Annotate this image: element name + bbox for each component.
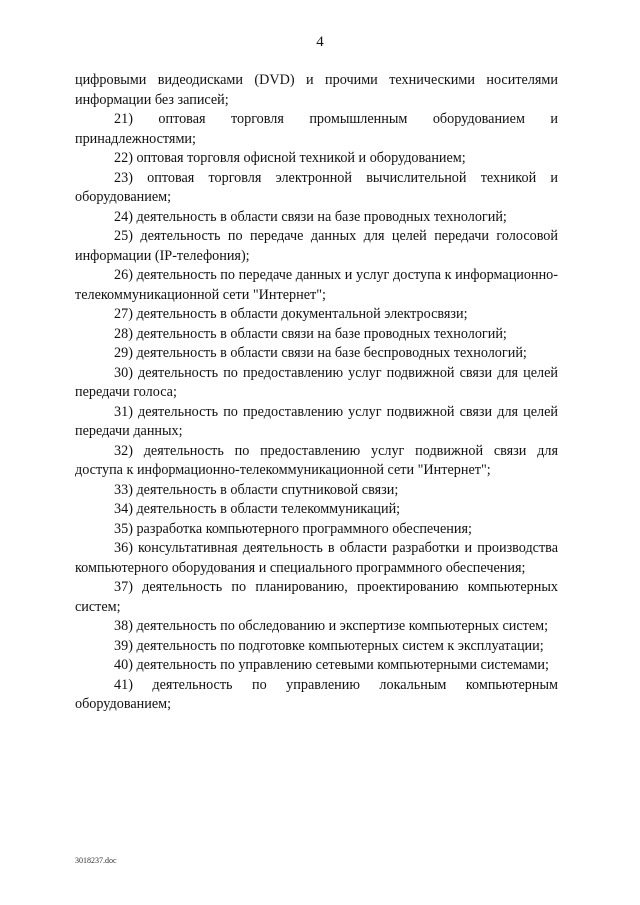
list-item-36: 36) консультативная деятельность в области разработки и производства компьютерного оборудования и специального программного обеспечения; <box>75 540 558 576</box>
page-number: 4 <box>316 34 324 50</box>
list-item-21: 21) оптовая торговля промышленным оборудованием и принадлежностями; <box>75 111 558 147</box>
document-filename-footer: 3018237.doc <box>75 856 117 865</box>
list-item-23: 23) оптовая торговля электронной вычислительной техникой и оборудованием; <box>75 169 558 205</box>
list-item-22: 22) оптовая торговля офисной техникой и оборудованием; <box>114 150 466 166</box>
list-item-24: 24) деятельность в области связи на базе проводных технологий; <box>114 208 507 225</box>
list-item-28: 28) деятельность в области связи на базе проводных технологий; <box>114 325 507 342</box>
list-item-31: 31) деятельность по предоставлению услуг подвижной связи для целей передачи данных; <box>75 403 558 439</box>
list-item-39: 39) деятельность по подготовке компьютерных систем к эксплуатации; <box>114 637 544 654</box>
paragraph-continuation: цифровыми видеодисками (DVD) и прочими техническими носителями информации без записей; <box>75 72 558 108</box>
list-item-26: 26) деятельность по передаче данных и услуг доступа к информационно-телекоммуникационной сети "Интернет"; <box>75 267 558 303</box>
list-item-30: 30) деятельность по предоставлению услуг подвижной связи для целей передачи голоса; <box>75 364 558 400</box>
list-item-41: 41) деятельность по управлению локальным компьютерным оборудованием; <box>75 676 558 712</box>
list-item-38: 38) деятельность по обследованию и экспертизе компьютерных систем; <box>114 618 549 634</box>
list-item-35: 35) разработка компьютерного программного обеспечения; <box>114 520 472 537</box>
list-item-32: 32) деятельность по предоставлению услуг подвижной связи для доступа к информационно-телекоммуникационной сети "Интернет"; <box>75 442 558 478</box>
list-item-37: 37) деятельность по планированию, проектированию компьютерных систем; <box>75 579 558 615</box>
list-item-33: 33) деятельность в области спутниковой связи; <box>114 481 399 498</box>
list-item-34: 34) деятельность в области телекоммуникаций; <box>114 501 401 517</box>
list-item-25: 25) деятельность по передаче данных для целей передачи голосовой информации (IP-телефония); <box>75 228 558 264</box>
list-item-29: 29) деятельность в области связи на базе беспроводных технологий; <box>114 345 527 361</box>
list-item-27: 27) деятельность в области документальной электросвязи; <box>114 306 468 322</box>
document-body <box>75 71 558 715</box>
list-item-40: 40) деятельность по управлению сетевыми компьютерными системами; <box>114 657 549 673</box>
